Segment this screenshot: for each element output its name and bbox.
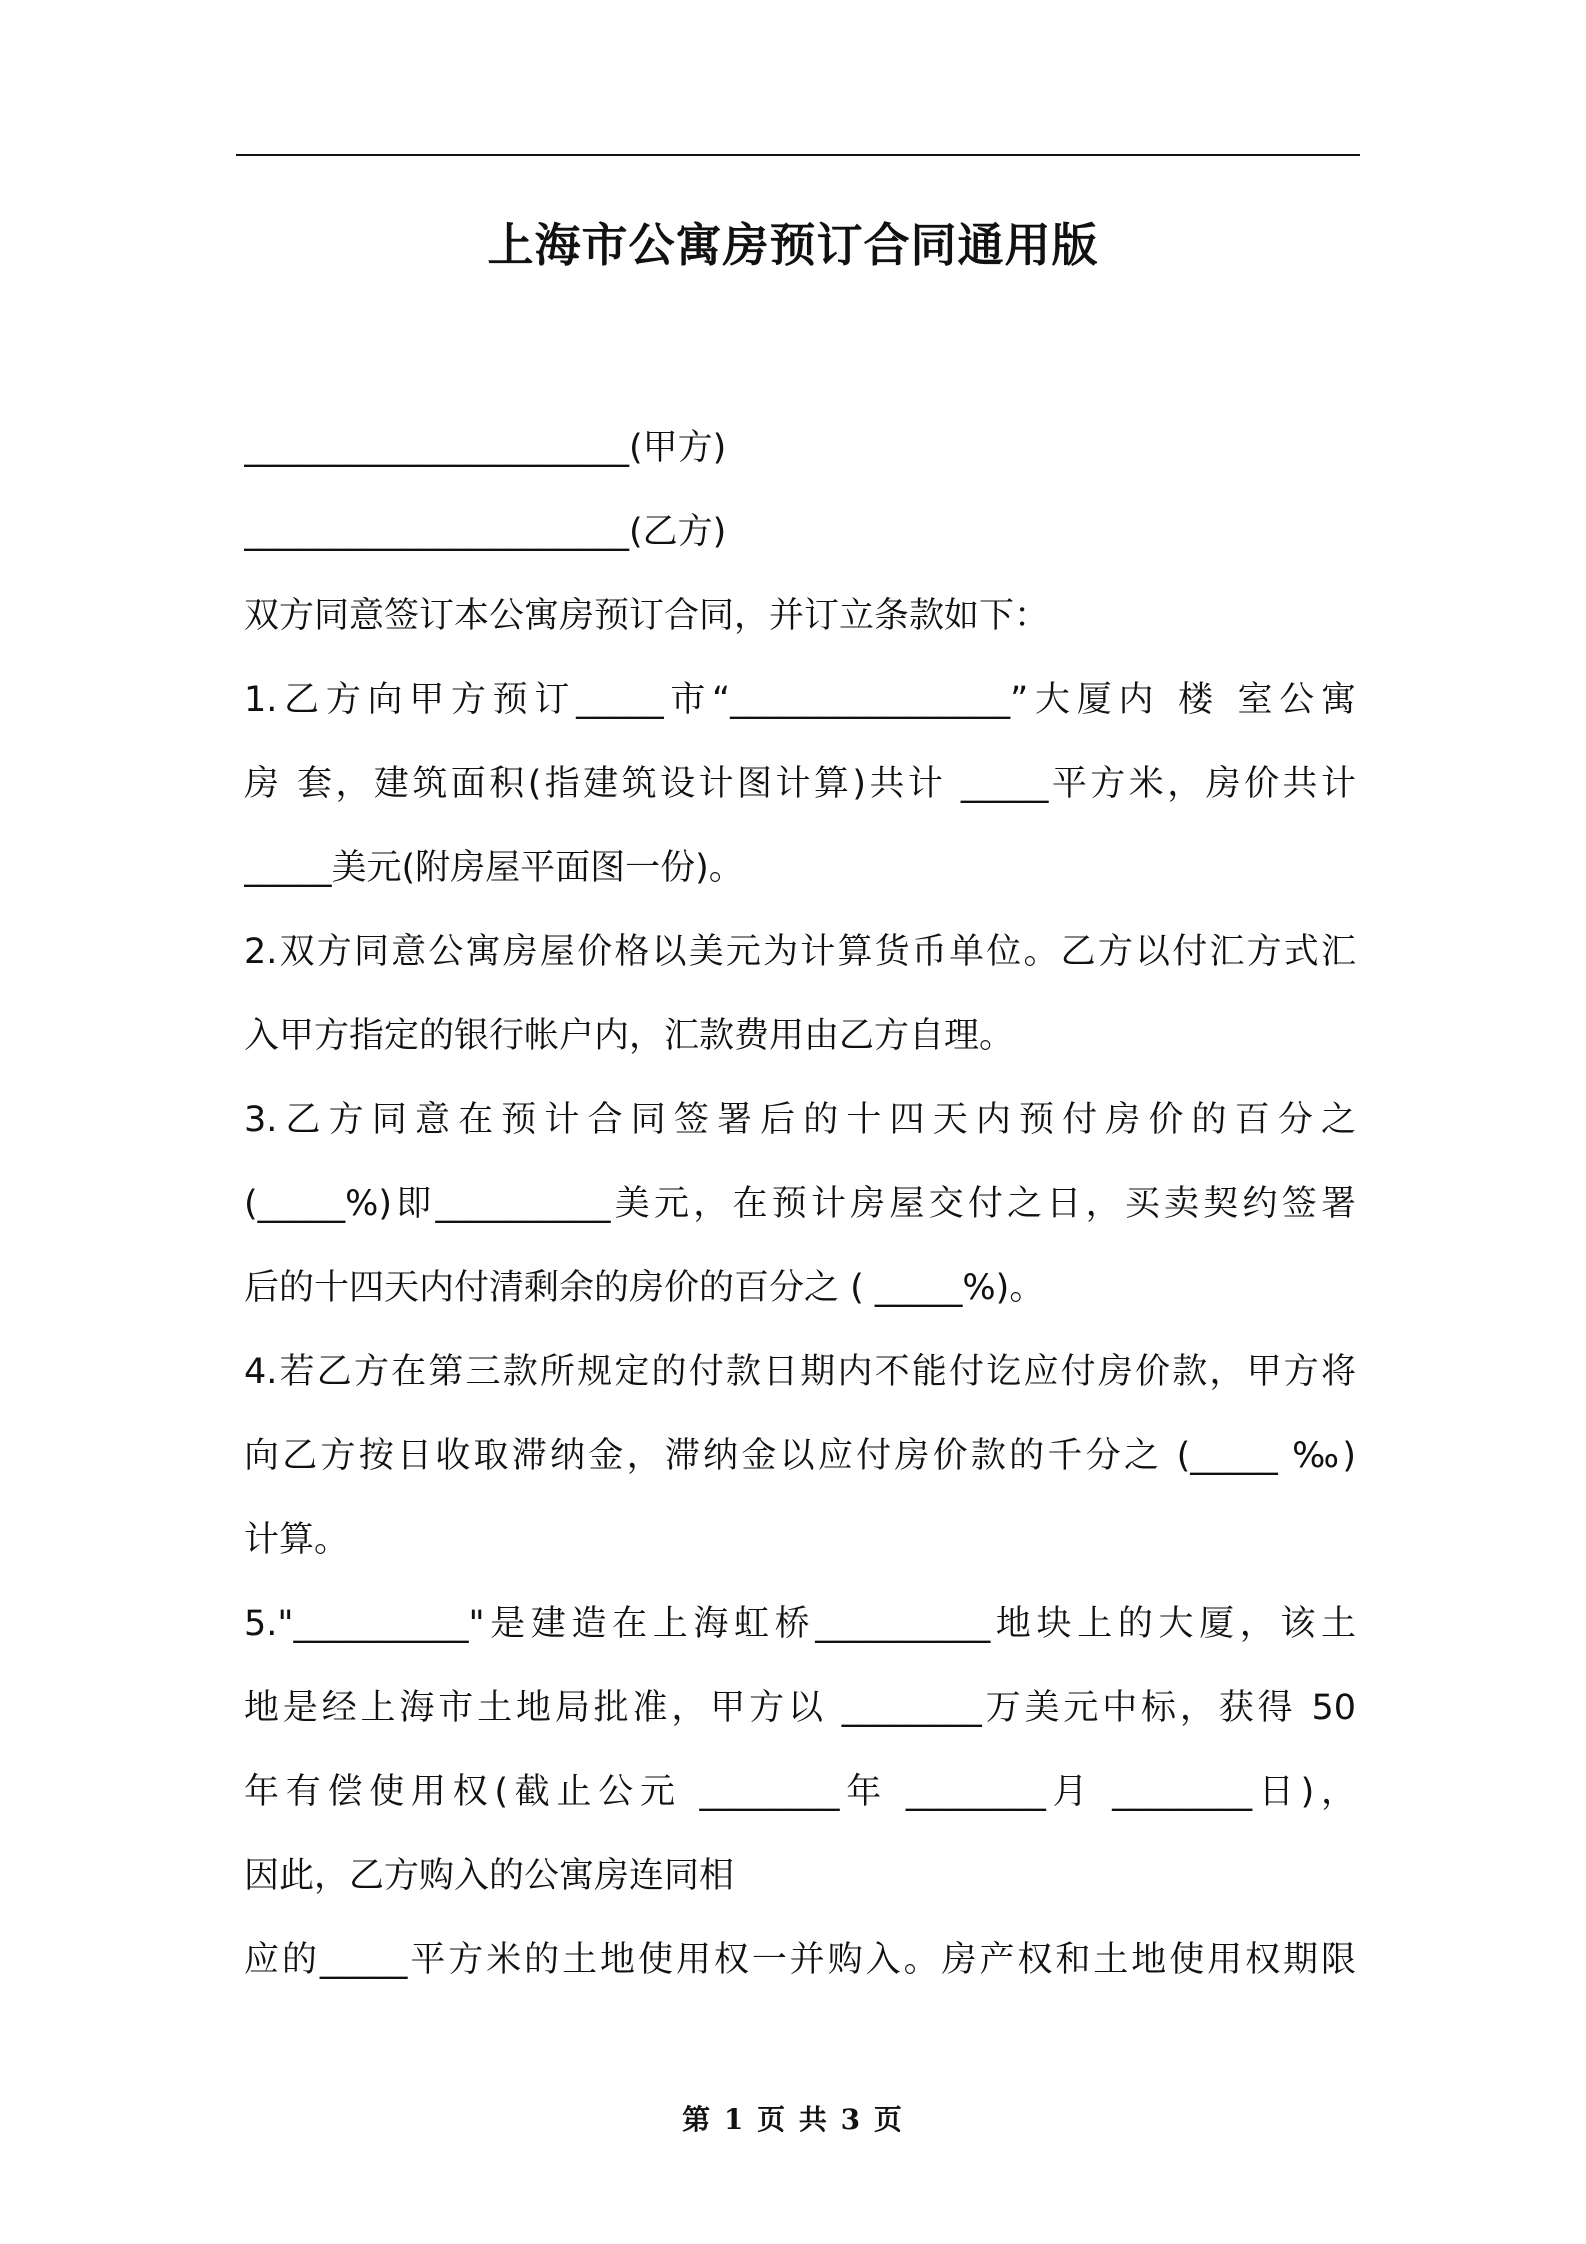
clause-3-line-3: 后的十四天内付清剩余的房价的百分之 ( _____%)。 bbox=[244, 1268, 1045, 1308]
header-rule bbox=[236, 154, 1360, 156]
page-footer: 第 1 页 共 3 页 bbox=[682, 2103, 904, 2136]
clause-2-line-2: 入甲方指定的银行帐户内，汇款费用由乙方自理。 bbox=[244, 1016, 1015, 1056]
clause-5-line-4: 因此，乙方购入的公寓房连同相 bbox=[244, 1856, 735, 1896]
document-body bbox=[244, 406, 1356, 2002]
document-title: 上海市公寓房预订合同通用版 bbox=[487, 218, 1099, 272]
clause-4-line-2: 向乙方按日收取滞纳金，滞纳金以应付房价款的千分之 (_____ ‰) bbox=[244, 1436, 1356, 1476]
party-b-line: ______________________(乙方) bbox=[244, 512, 727, 552]
clause-2-line-1: 2.双方同意公寓房屋价格以美元为计算货币单位。乙方以付汇方式汇 bbox=[244, 932, 1356, 972]
clause-3-line-2: (_____%)即__________美元，在预计房屋交付之日，买卖契约签署 bbox=[244, 1184, 1356, 1224]
clause-5-line-1: 5."__________"是建造在上海虹桥__________地块上的大厦，该土 bbox=[244, 1604, 1356, 1644]
preamble-line: 双方同意签订本公寓房预订合同，并订立条款如下： bbox=[244, 596, 1050, 636]
clause-1-line-3: _____美元(附房屋平面图一份)。 bbox=[244, 848, 744, 888]
clause-1-line-2: 房 套，建筑面积(指建筑设计图计算)共计 _____平方米，房价共计 bbox=[244, 764, 1356, 804]
clause-4-line-3: 计算。 bbox=[244, 1520, 350, 1560]
party-a-line: ______________________(甲方) bbox=[244, 428, 727, 468]
clause-3-line-1: 3.乙方同意在预计合同签署后的十四天内预付房价的百分之 bbox=[244, 1100, 1356, 1140]
clause-5-line-3: 年有偿使用权(截止公元 ________年 ________月 ________日)， bbox=[244, 1772, 1356, 1812]
clause-5-line-2: 地是经上海市土地局批准，甲方以 ________万美元中标，获得 50 bbox=[244, 1688, 1356, 1728]
clause-5-line-5: 应的_____平方米的土地使用权一并购入。房产权和土地使用权期限 bbox=[244, 1940, 1356, 1980]
clause-4-line-1: 4.若乙方在第三款所规定的付款日期内不能付讫应付房价款，甲方将 bbox=[244, 1352, 1356, 1392]
clause-1-line-1: 1.乙方向甲方预订_____市“________________”大厦内 楼 室公寓 bbox=[244, 680, 1356, 720]
